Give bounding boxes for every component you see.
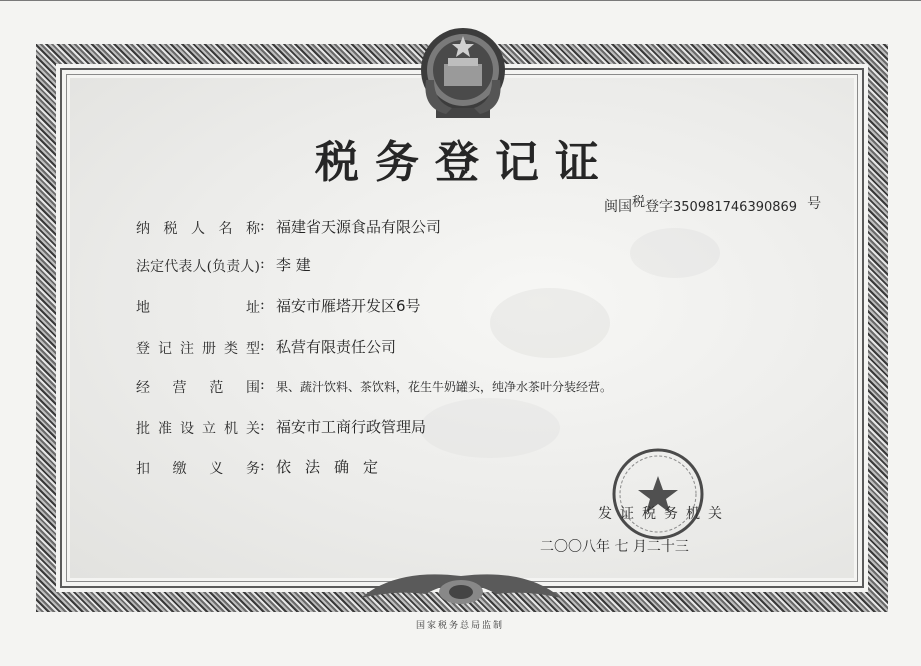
field-value: 依法确定 xyxy=(276,458,393,476)
issue-date: 二〇〇八年 七 月二十三 xyxy=(540,539,689,555)
field-value: 李 建 xyxy=(276,256,311,274)
field-value: 果、蔬汁饮料、茶饮料，花生牛奶罐头，纯净水茶叶分装经营。 xyxy=(276,380,613,394)
supervision-footer: 国家税务总局监制 xyxy=(415,621,504,631)
field-value: 福安市雁塔开发区6号 xyxy=(276,297,421,315)
field-value: 私营有限责任公司 xyxy=(276,338,397,356)
field-label: 扣缴义务 xyxy=(136,461,260,477)
bottom-ornament-icon xyxy=(356,568,566,608)
issuing-authority: 发证税务机关 xyxy=(598,506,730,522)
official-seal-icon xyxy=(608,446,708,542)
field-label: 批准设立机关 xyxy=(136,421,260,437)
registration-code: 350981746390869 xyxy=(673,200,798,215)
field-label: 地址 xyxy=(136,300,260,316)
scan-edge-line xyxy=(0,0,921,1)
certificate-title: 税务登记证 xyxy=(315,137,615,188)
field-label: 登记注册类型 xyxy=(136,341,260,357)
registration-sup: 税 xyxy=(632,195,646,210)
field-label: 经营范围 xyxy=(136,380,260,396)
registration-number xyxy=(604,196,821,216)
registration-middle: 登字 xyxy=(645,199,674,215)
field-value: 福建省天源食品有限公司 xyxy=(276,218,442,236)
national-emblem-icon xyxy=(416,20,510,124)
field-label: 纳税人名称 xyxy=(136,221,260,237)
registration-suffix: 号 xyxy=(807,196,822,212)
field-label: 法定代表人(负责人) xyxy=(136,259,260,275)
field-value: 福安市工商行政管理局 xyxy=(276,418,427,436)
registration-prefix: 闽国 xyxy=(604,199,632,215)
